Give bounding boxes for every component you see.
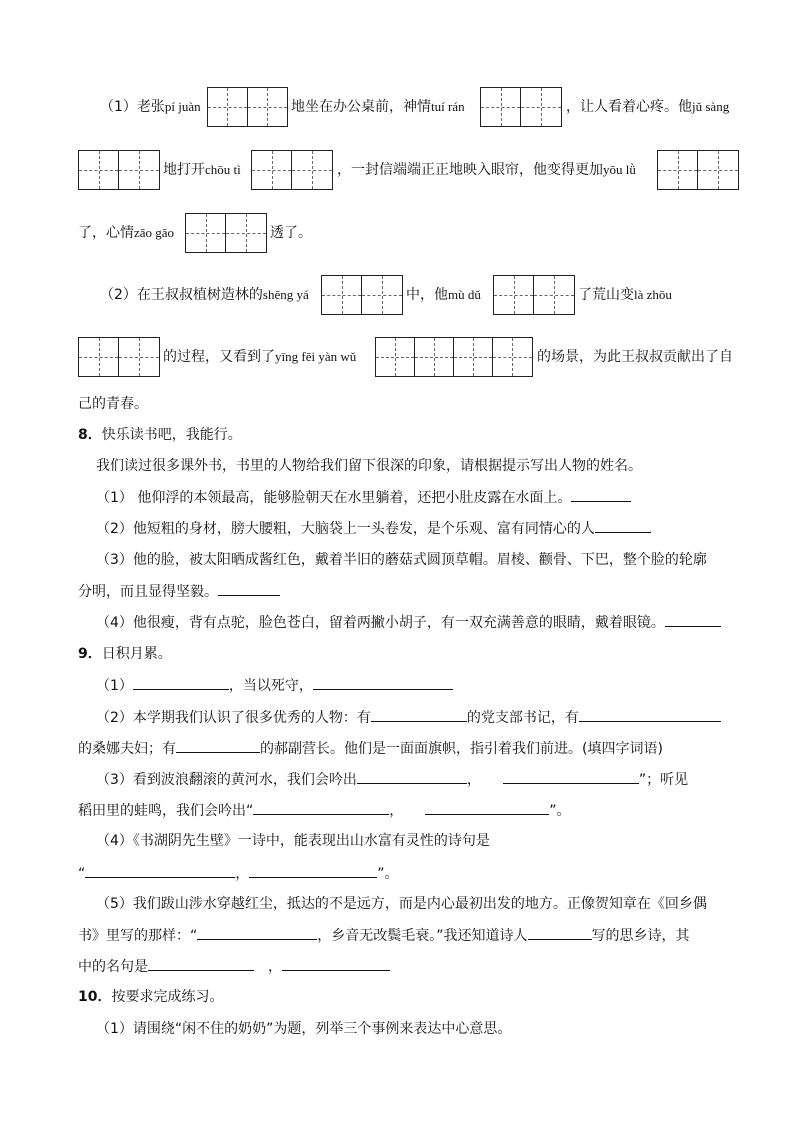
- answer-blank[interactable]: [133, 674, 229, 690]
- q7-p2-text-f: 己的青春。: [78, 396, 148, 412]
- q10-heading: [78, 986, 223, 1008]
- q7-p2-text-c: 了荒山变: [578, 287, 634, 303]
- q9-item-2b: 的桑娜夫妇；有 的郝副营长。他们是一面面旗帜，指引着我们前进。(填四字词语): [78, 737, 663, 759]
- q7-p1-line2: [163, 159, 241, 181]
- q7-p2-line1-b: [406, 284, 481, 306]
- char-box-8[interactable]: [493, 275, 575, 315]
- pinyin-9: là zhōu: [634, 287, 672, 302]
- q8-title: 快乐读书吧，我能行。: [101, 427, 242, 443]
- q7-p1-text-e: ，一封信端端正正地映入眼帘，他变得更加: [337, 162, 603, 178]
- pinyin-8: mù dǔ: [448, 287, 481, 302]
- pinyin-1: pí juàn: [164, 99, 201, 114]
- answer-blank[interactable]: [665, 611, 721, 627]
- q9-title: 日积月累。: [101, 646, 172, 662]
- char-box-1[interactable]: [207, 87, 288, 127]
- q9-item-4b: “ ， ”。: [78, 862, 399, 884]
- char-box-3[interactable]: [78, 150, 160, 190]
- q9-item-3b: 稻田里的蛙鸣，我们会吟出“ ， ”。: [78, 799, 571, 821]
- pinyin-2: tuí rán: [431, 99, 465, 114]
- answer-blank[interactable]: [282, 955, 390, 971]
- q7-p2-line3: [78, 393, 148, 415]
- answer-blank[interactable]: [85, 862, 235, 878]
- q9-item-1: （1） ，当以死守，: [96, 674, 453, 696]
- answer-blank[interactable]: [249, 862, 377, 878]
- pinyin-4: chōu tì: [205, 162, 241, 177]
- char-box-2[interactable]: [480, 87, 562, 127]
- answer-blank[interactable]: [528, 924, 592, 940]
- q9-item-5b: 书》里写的那样：“ ，乡音无改鬓毛衰。”我还知道诗人 写的思乡诗，其: [78, 924, 690, 946]
- char-box-5[interactable]: [657, 150, 739, 190]
- answer-blank[interactable]: [425, 799, 549, 815]
- char-box-10[interactable]: [375, 337, 533, 377]
- q7-p2-text-a: （2）在王叔叔植树造林的: [100, 287, 263, 303]
- q7-p1-text-g: 透了。: [270, 225, 312, 241]
- q10-item-1: （1）请围绕“闲不住的奶奶”为题，列举三个事例来表达中心意思。: [96, 1021, 512, 1037]
- q7-p2-line1: [100, 284, 309, 306]
- q7-p1-text-c: ，让人看着心疼。他: [566, 99, 692, 115]
- q8-heading: [78, 424, 242, 446]
- q7-p2-text-d: 的过程，又看到了: [163, 349, 275, 365]
- q7-p2-line2-b: [537, 346, 733, 368]
- q7-p2-text-e: 的场景，为此王叔叔贡献出了自: [537, 349, 733, 365]
- q7-p1-text-f: 了，心情: [78, 225, 134, 241]
- answer-blank[interactable]: [579, 706, 721, 722]
- answer-blank[interactable]: [197, 924, 317, 940]
- answer-blank[interactable]: [503, 768, 639, 784]
- q7-p2-line1-c: [578, 284, 672, 306]
- answer-blank[interactable]: [253, 799, 389, 815]
- q7-p1-line3: [78, 222, 174, 244]
- answer-blank[interactable]: [357, 768, 467, 784]
- q10-title: 按要求完成练习。: [111, 989, 224, 1005]
- pinyin-10: yīng fēi yàn wǔ: [275, 349, 357, 364]
- q8-item-2: （2）他短粗的身材，膀大腰粗，大脑袋上一头卷发，是个乐观、富有同情心的人: [96, 517, 651, 539]
- q7-p1-text-d: 地打开: [163, 162, 205, 178]
- char-box-7[interactable]: [321, 275, 403, 315]
- q7-p1-line3-b: [270, 222, 312, 244]
- q9-item-4: （4）《书湖阴先生壁》一诗中，能表现出山水富有灵性的诗句是: [96, 833, 490, 849]
- q7-p2-text-b: 中，他: [406, 287, 448, 303]
- q8-item-3b: 分明，而且显得坚毅。: [78, 580, 280, 602]
- q7-p1-text-a: （1）老张: [100, 99, 165, 115]
- q7-p1-line2-b: [337, 159, 636, 181]
- q7-p1-line1-b: [291, 96, 465, 118]
- answer-blank[interactable]: [595, 517, 651, 533]
- q7-p2-line2: [163, 346, 356, 368]
- char-box-4[interactable]: [251, 150, 333, 190]
- answer-blank[interactable]: [371, 706, 467, 722]
- answer-blank[interactable]: [148, 955, 254, 971]
- q9-number: 9．: [78, 646, 102, 662]
- q8-intro: 我们读过很多课外书，书里的人物给我们留下很深的印象，请根据提示写出人物的姓名。: [96, 458, 642, 474]
- char-box-6[interactable]: [185, 213, 267, 253]
- q9-item-5c: 中的名句是 ，: [78, 955, 390, 977]
- q7-p1-line1: [100, 96, 201, 118]
- q8-item-3a: （3）他的脸，被太阳晒成酱红色，戴着半旧的蘑菇式圆顶草帽。眉棱、颧骨、下巴，整个脸的轮廓: [96, 552, 707, 568]
- q10-number: 10．: [78, 989, 112, 1005]
- q9-item-2: （2）本学期我们认识了很多优秀的人物：有 的党支部书记，有: [96, 706, 721, 728]
- q9-heading: [78, 643, 172, 665]
- q9-item-3: （3）看到波浪翻滚的黄河水，我们会吟出 ， ”；听见: [96, 768, 688, 790]
- q7-p1-line1-c: [566, 96, 729, 118]
- answer-blank[interactable]: [218, 580, 280, 596]
- pinyin-6: zāo gāo: [134, 225, 175, 240]
- answer-blank[interactable]: [313, 674, 453, 690]
- q7-p1-text-b: 地坐在办公桌前，神情: [291, 99, 431, 115]
- q8-item-1: （1） 他仰浮的本领最高，能够脸朝天在水里躺着，还把小肚皮露在水面上。: [96, 486, 631, 508]
- pinyin-3: jǔ sàng: [692, 99, 730, 114]
- answer-blank[interactable]: [176, 737, 260, 753]
- pinyin-5: yōu lǜ: [603, 162, 636, 177]
- q8-number: 8．: [78, 427, 102, 443]
- q9-item-5a: （5）我们跋山涉水穿越红尘，抵达的不是远方，而是内心最初出发的地方。正像贺知章在《回乡偶: [96, 896, 707, 912]
- q8-item-4: （4）他很瘦，背有点驼，脸色苍白，留着两撇小胡子，有一双充满善意的眼睛，戴着眼镜。: [96, 611, 721, 633]
- pinyin-7: shēng yá: [262, 287, 309, 302]
- answer-blank[interactable]: [571, 486, 631, 502]
- char-box-9[interactable]: [78, 337, 160, 377]
